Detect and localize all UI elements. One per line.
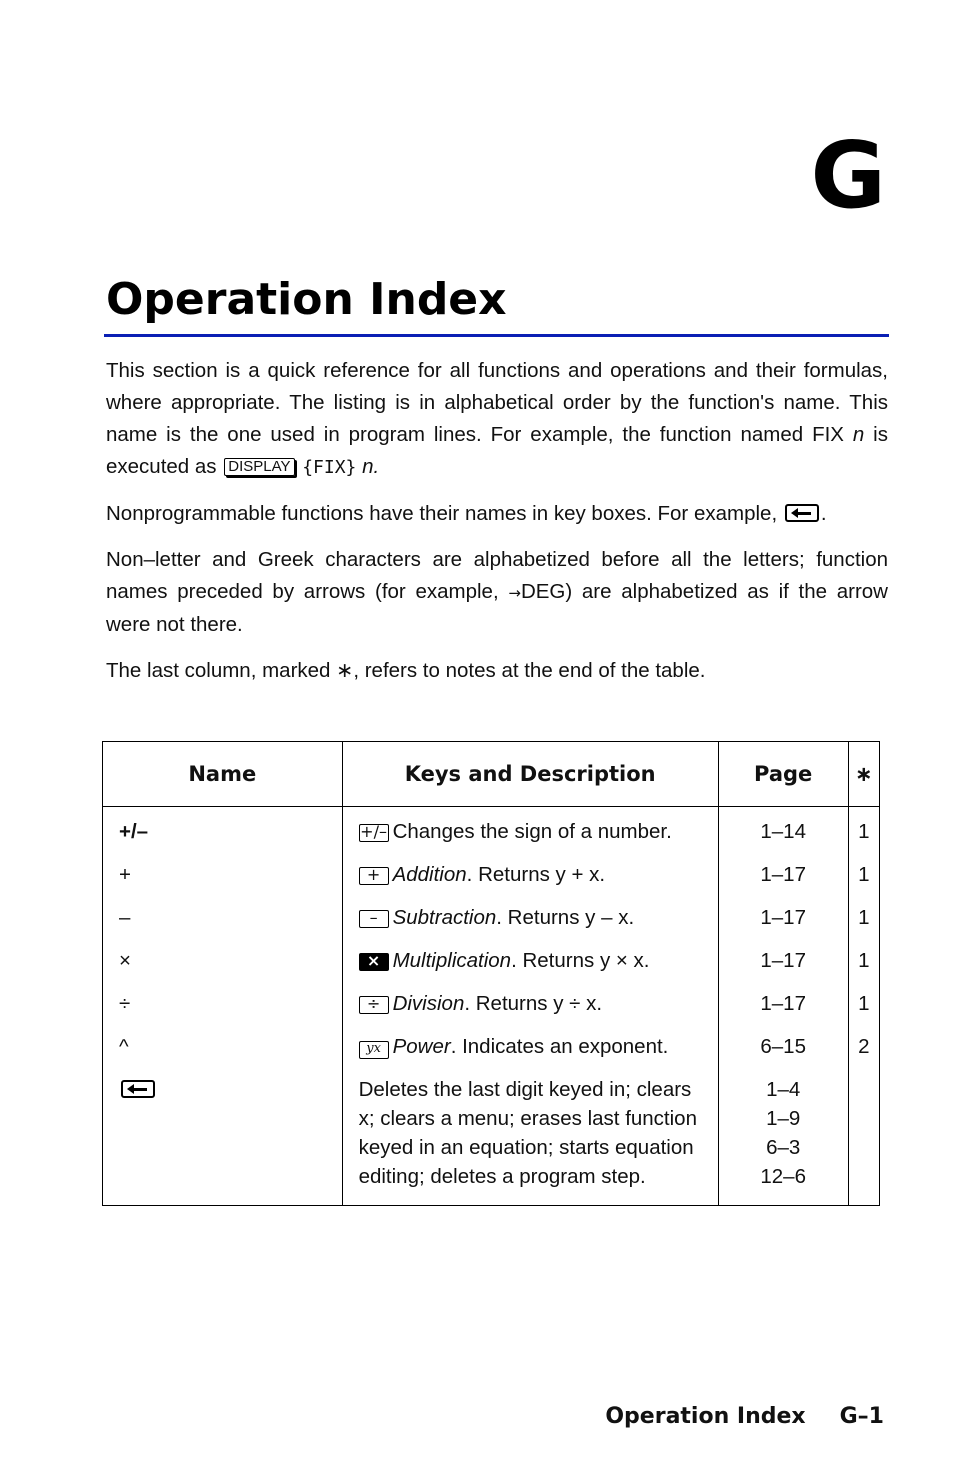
row-desc (342, 807, 718, 861)
row-name: +/– (103, 807, 343, 861)
row-name: + (103, 860, 343, 903)
page-ref: 1–9 (766, 1107, 801, 1130)
multiply-key-icon: × (359, 953, 389, 971)
row-desc-label: Subtraction (392, 906, 497, 929)
plus-key-icon: + (359, 867, 389, 885)
row-desc (342, 946, 718, 989)
intro-paragraph-4: The last column, marked ∗, refers to notes at the end of the table. (106, 659, 706, 682)
row-desc (342, 1032, 718, 1075)
intro-paragraph-1 (106, 355, 888, 484)
row-desc (342, 989, 718, 1032)
row-desc: Deletes the last digit keyed in; clears x; clears a menu; erases last function keyed in an equation; starts equation editing; deletes a program step. (342, 1075, 718, 1206)
row-page (718, 1075, 848, 1206)
page-title: Operation Index (106, 274, 507, 325)
row-desc-label: Power (392, 1035, 451, 1058)
table-row (103, 807, 880, 861)
row-page: 1–17 (718, 946, 848, 989)
table-row (103, 860, 880, 903)
intro-p1-is: is executed as (106, 423, 888, 478)
intro-section (106, 355, 888, 701)
row-desc-text: . Returns y – x. (496, 906, 635, 929)
row-name (103, 1075, 343, 1206)
table-row (103, 1075, 880, 1206)
intro-p2-end: . (820, 502, 827, 525)
row-desc-text: Changes the sign of a number. (392, 820, 672, 843)
table-row (103, 903, 880, 946)
intro-p3-text-b: DEG) are alphabetized as if the arrow were not there. (106, 580, 888, 636)
row-note: 1 (848, 860, 879, 903)
row-desc (342, 903, 718, 946)
intro-p2-text: Nonprogrammable functions have their names in key boxes. For example, (106, 502, 783, 525)
intro-paragraph-3 (106, 544, 888, 641)
operation-table (102, 741, 880, 1206)
page-ref: 6–3 (766, 1136, 801, 1159)
footer-page-number: G–1 (839, 1404, 884, 1429)
table-row (103, 946, 880, 989)
intro-p1-text: This section is a quick reference for all functions and operations and their formulas, where appropriate. The listing is in alphabetical order by the function's name. This name is the one used in program lines. For example, the function named FIX (106, 359, 888, 446)
row-desc-text: . Returns y + x. (466, 863, 606, 886)
backspace-key-icon (121, 1080, 155, 1098)
title-rule (104, 334, 889, 337)
row-desc-label: Multiplication (392, 949, 512, 972)
page-ref: 1–4 (766, 1078, 801, 1101)
backspace-key-icon (785, 504, 819, 522)
header-name: Name (103, 742, 343, 807)
row-name: ÷ (103, 989, 343, 1032)
row-note: 1 (848, 807, 879, 861)
minus-key-icon: – (359, 910, 389, 928)
table-header-row (103, 742, 880, 807)
row-note: 1 (848, 903, 879, 946)
row-desc-text: . Indicates an exponent. (450, 1035, 669, 1058)
chapter-letter: G (810, 122, 886, 229)
display-key: DISPLAY (224, 458, 294, 476)
row-page: 6–15 (718, 1032, 848, 1075)
page-ref: 12–6 (760, 1165, 806, 1188)
row-desc-label: Division (392, 992, 465, 1015)
intro-paragraph-2 (106, 498, 888, 530)
row-desc-text: . Returns y ÷ x. (464, 992, 603, 1015)
row-note (848, 1075, 879, 1206)
row-page: 1–14 (718, 807, 848, 861)
intro-p1-end-var: n. (362, 455, 380, 478)
row-note: 2 (848, 1032, 879, 1075)
header-desc: Keys and Description (342, 742, 718, 807)
row-name: – (103, 903, 343, 946)
row-name: × (103, 946, 343, 989)
intro-p3-text-a: Non–letter and Greek characters are alphabetized before all the letters; function names preceded by arrows (for example, (106, 548, 888, 603)
row-page: 1–17 (718, 903, 848, 946)
row-name: ^ (103, 1032, 343, 1075)
divide-key-icon: ÷ (359, 996, 389, 1014)
change-sign-key-icon: +/– (360, 822, 387, 841)
right-arrow-icon: → (508, 584, 521, 602)
row-page: 1–17 (718, 860, 848, 903)
header-note: ∗ (848, 742, 879, 807)
intro-p1-var: n (852, 423, 865, 446)
row-page: 1–17 (718, 989, 848, 1032)
header-page: Page (718, 742, 848, 807)
row-desc-text: . Returns y × x. (511, 949, 650, 972)
row-desc (342, 860, 718, 903)
row-desc-label: Addition (392, 863, 467, 886)
page-footer (605, 1404, 884, 1429)
row-note: 1 (848, 989, 879, 1032)
table-row (103, 1032, 880, 1075)
row-note: 1 (848, 946, 879, 989)
power-key-icon: yx (359, 1041, 389, 1059)
footer-section: Operation Index (605, 1404, 806, 1429)
table-row (103, 989, 880, 1032)
fix-menu-label: {FIX} (302, 457, 357, 478)
